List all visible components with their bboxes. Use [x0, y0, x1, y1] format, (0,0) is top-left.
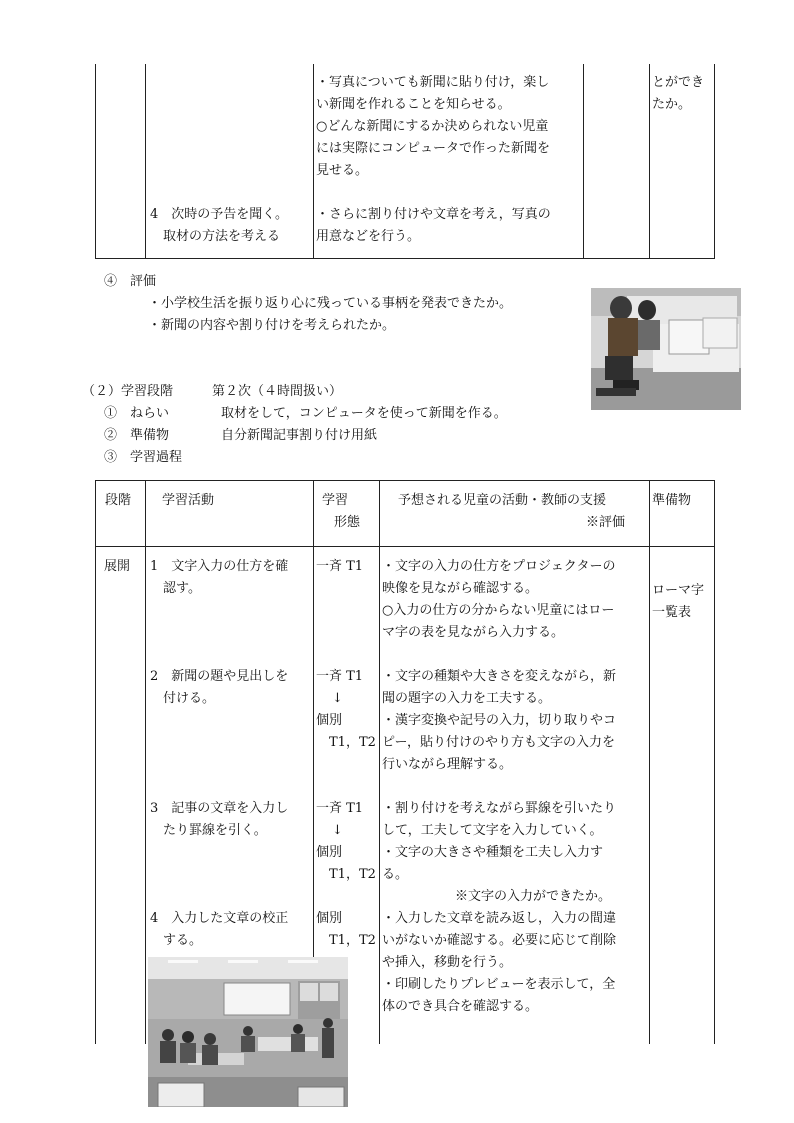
row2-form-line-4: T1，T2: [329, 735, 376, 750]
stage2-materials: ② 準備物 自分新聞記事割り付け用紙: [104, 428, 378, 443]
top-cell-eval-line-1: とができ: [652, 75, 705, 90]
row3-support-line-4: る。: [382, 867, 409, 882]
row1-form-line-1: 一斉 T1: [316, 559, 364, 574]
row4-activity-line-1: 4 入力した文章の校正: [150, 911, 289, 926]
row2-activity-line-1: 2 新聞の題や見出しを: [150, 669, 289, 684]
top-cell-eval-line-2: たか。: [652, 97, 692, 112]
top-table-divider-1: [145, 64, 146, 259]
main-table-divider-3: [379, 480, 380, 1044]
row2-support-line-4: ピー，貼り付けのやり方も文字の入力を: [382, 735, 615, 750]
top-step4-activity-line-1: 4 次時の予告を聞く。: [150, 207, 289, 222]
row2-form-line-3: 個別: [316, 713, 343, 728]
header-stage: 段階: [105, 493, 132, 508]
row2-support-line-2: 聞の題字の入力を工夫する。: [382, 691, 552, 706]
top-step4-support-line-2: 用意などを行う。: [316, 229, 421, 244]
row2-form-line-1: 一斉 T1: [316, 669, 364, 684]
row2-activity-line-2: 付ける。: [150, 691, 216, 706]
row4-support-line-1: ・入力した文章を読み返し，入力の間違: [382, 911, 617, 926]
header-preparation: 準備物: [652, 493, 692, 508]
evaluation-item-2: ・新聞の内容や割り付けを考えられたか。: [148, 318, 396, 333]
body-stage-label: 展開: [104, 559, 131, 574]
row1-activity-line-2: 認す。: [150, 581, 201, 596]
body-prep-line-2: 一覧表: [652, 605, 692, 620]
row2-form-arrow: ↓: [332, 691, 343, 706]
body-prep-line-1: ローマ字: [652, 583, 705, 598]
header-evaluation: ※評価: [586, 515, 626, 530]
stage2-aim: ① ねらい 取材をして，コンピュータを使って新聞を作る。: [104, 406, 507, 421]
row4-form-line-2: T1，T2: [329, 933, 376, 948]
row1-support-line-1: ・文字の入力の仕方をプロジェクターの: [382, 559, 616, 574]
classroom-photo: [148, 957, 348, 1107]
header-support: 予想される児童の活動・教師の支援: [398, 493, 607, 508]
top-cell-support-line-3: ○どんな新聞にするか決められない児童: [316, 119, 549, 134]
row4-support-line-4: ・印刷したりプレビューを表示して，全: [382, 977, 616, 992]
stage2-title: （２）学習段階 第２次（４時間扱い）: [82, 384, 343, 399]
top-table-divider-4: [649, 64, 650, 259]
row3-evaluation: ※文字の入力ができたか。: [455, 889, 612, 904]
row2-support-line-1: ・文字の種類や大きさを変えながら，新: [382, 669, 617, 684]
row1-activity-line-1: 1 文字入力の仕方を確: [150, 559, 289, 574]
main-table-header-separator: [95, 546, 715, 547]
top-cell-support-line-1: ・写真についても新聞に貼り付け，楽し: [316, 75, 550, 90]
row2-support-line-5: 行いながら理解する。: [382, 757, 513, 772]
row3-support-line-1: ・割り付けを考えながら罫線を引いたり: [382, 801, 617, 816]
row4-support-line-2: いがないか確認する。必要に応じて削除: [382, 933, 617, 948]
row4-activity-line-2: する。: [150, 933, 203, 948]
top-step4-support-line-1: ・さらに割り付けや文章を考え，写真の: [316, 207, 551, 222]
row3-support-line-2: して，工夫して文字を入力していく。: [382, 823, 603, 838]
evaluation-heading: ④ 評価: [104, 274, 157, 289]
main-table-divider-1: [145, 480, 146, 1044]
header-activity: 学習活動: [162, 493, 215, 508]
main-table-border-left: [95, 480, 96, 1044]
top-table-border-left: [95, 64, 96, 259]
row3-activity-line-2: たり罫線を引く。: [150, 823, 267, 838]
row1-support-line-4: マ字の表を見ながら入力する。: [382, 625, 565, 640]
row1-support-line-2: 映像を見ながら確認する。: [382, 581, 539, 596]
top-table-divider-2: [313, 64, 314, 259]
header-form-line-2: 形態: [334, 515, 361, 530]
header-form-line-1: 学習: [322, 493, 349, 508]
stage2-process: ③ 学習過程: [104, 450, 183, 465]
row2-support-line-3: ・漢字変換や記号の入力，切り取りやコ: [382, 713, 617, 728]
row3-form-line-1: 一斉 T1: [316, 801, 364, 816]
row3-form-line-4: T1，T2: [329, 867, 376, 882]
top-cell-support-line-4: には実際にコンピュータで作った新聞を: [316, 141, 551, 156]
row3-form-line-3: 個別: [316, 845, 343, 860]
top-table-border-bottom: [95, 258, 715, 259]
main-table-border-right: [714, 480, 715, 1044]
top-cell-support-line-2: い新聞を作れることを知らせる。: [316, 97, 511, 112]
top-table-divider-3: [583, 64, 584, 259]
row1-support-line-3: ○入力の仕方の分からない児童にはロー: [382, 603, 615, 618]
row4-support-line-3: や挿入，移動を行う。: [382, 955, 513, 970]
row4-form-line-1: 個別: [316, 911, 343, 926]
top-table-border-right: [714, 64, 715, 259]
row4-support-line-5: 体のでき具合を確認する。: [382, 999, 539, 1014]
main-table-border-top: [95, 480, 715, 481]
row3-support-line-3: ・文字の大きさや種類を工夫し入力す: [382, 845, 604, 860]
computer-lab-photo: [591, 288, 741, 410]
row3-activity-line-1: 3 記事の文章を入力し: [150, 801, 289, 816]
top-step4-activity-line-2: 取材の方法を考える: [150, 229, 281, 244]
evaluation-item-1: ・小学校生活を振り返り心に残っている事柄を発表できたか。: [148, 296, 513, 311]
main-table-divider-4: [649, 480, 650, 1044]
row3-form-arrow: ↓: [332, 823, 343, 838]
top-cell-support-line-5: 見せる。: [316, 163, 369, 178]
